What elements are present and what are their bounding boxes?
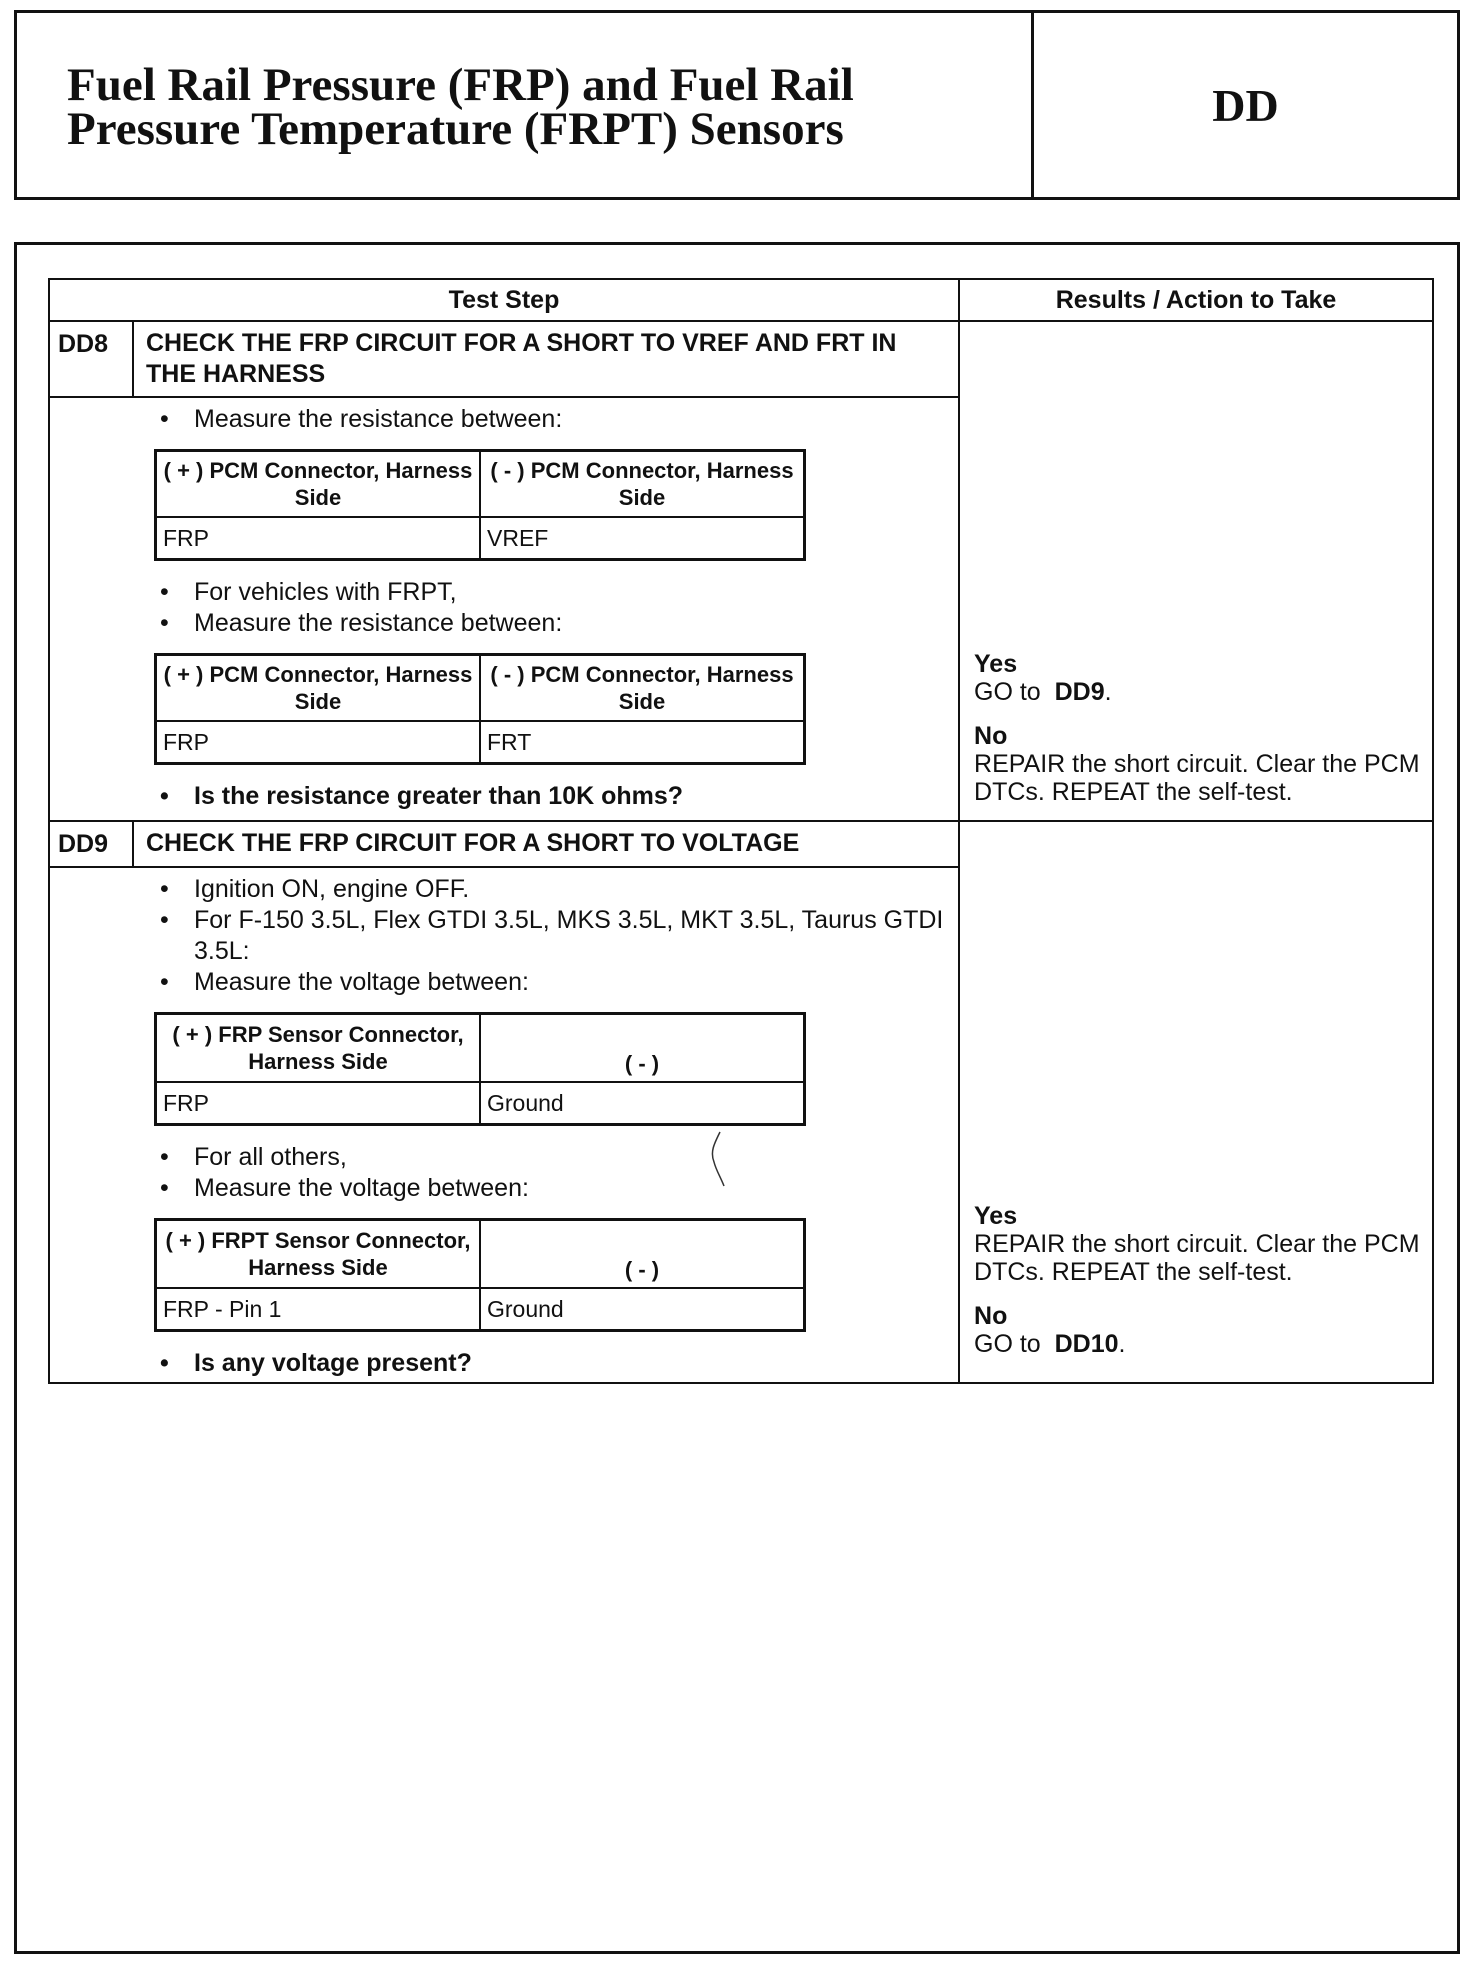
connector-value-negative: FRT bbox=[480, 721, 805, 764]
connector-table bbox=[154, 1012, 806, 1126]
result-yes-action: GO to DD9. bbox=[974, 678, 1112, 706]
connector-value-positive: FRP bbox=[156, 1082, 481, 1125]
step-dd8-title-row bbox=[49, 321, 1433, 397]
instruction: • Measure the resistance between: bbox=[154, 608, 958, 639]
step-dd9-title-row bbox=[49, 821, 1433, 867]
test-step-table bbox=[48, 278, 1434, 1384]
result-no bbox=[974, 722, 1426, 806]
section-code: DD bbox=[1212, 79, 1279, 131]
connector-header-positive: ( + ) PCM Connector, Harness Side bbox=[156, 655, 481, 722]
result-yes bbox=[974, 650, 1426, 706]
result-yes-label: Yes bbox=[974, 1202, 1018, 1230]
instruction: • Ignition ON, engine OFF. bbox=[154, 874, 958, 905]
question: • Is any voltage present? bbox=[154, 1348, 958, 1379]
connector-value-positive: FRP bbox=[156, 721, 481, 764]
step-dd8-results bbox=[959, 321, 1433, 821]
connector-table bbox=[154, 449, 806, 561]
step-title: CHECK THE FRP CIRCUIT FOR A SHORT TO VOLTAGE bbox=[133, 821, 959, 867]
connector-header-positive: ( + ) FRPT Sensor Connector, Harness Side bbox=[156, 1220, 481, 1289]
step-id: DD9 bbox=[49, 821, 133, 867]
connector-header-negative: ( - ) PCM Connector, Harness Side bbox=[480, 451, 805, 518]
title-line-2: Pressure Temperature (FRPT) Sensors bbox=[67, 103, 844, 155]
page-title bbox=[67, 59, 987, 155]
connector-header-positive: ( + ) FRP Sensor Connector, Harness Side bbox=[156, 1014, 481, 1083]
connector-header-negative: ( - ) bbox=[480, 1014, 805, 1083]
result-yes bbox=[974, 1202, 1426, 1286]
result-yes-action: REPAIR the short circuit. Clear the PCM DTCs. REPEAT the self-test. bbox=[974, 1230, 1420, 1286]
instruction: • Measure the voltage between: bbox=[154, 1173, 958, 1204]
step-dd9-results bbox=[959, 821, 1433, 1383]
table-header-row bbox=[49, 279, 1433, 321]
connector-value-negative: Ground bbox=[480, 1288, 805, 1331]
result-no-action: GO to DD10. bbox=[974, 1330, 1126, 1358]
connector-header-negative: ( - ) bbox=[480, 1220, 805, 1289]
connector-value-negative: VREF bbox=[480, 517, 805, 560]
instruction: • For all others, bbox=[154, 1142, 958, 1173]
result-no-label: No bbox=[974, 722, 1008, 750]
result-no bbox=[974, 1302, 1426, 1358]
column-header-test-step: Test Step bbox=[49, 279, 959, 321]
column-header-results: Results / Action to Take bbox=[959, 279, 1433, 321]
connector-table bbox=[154, 653, 806, 765]
instruction: • Measure the resistance between: bbox=[154, 404, 958, 435]
title-line-1: Fuel Rail Pressure (FRP) and Fuel Rail bbox=[67, 59, 854, 111]
connector-value-negative: Ground bbox=[480, 1082, 805, 1125]
connector-header-negative: ( - ) PCM Connector, Harness Side bbox=[480, 655, 805, 722]
step-title: CHECK THE FRP CIRCUIT FOR A SHORT TO VREF AND FRT IN THE HARNESS bbox=[133, 321, 959, 397]
step-dd8-body bbox=[49, 397, 959, 821]
connector-header-positive: ( + ) PCM Connector, Harness Side bbox=[156, 451, 481, 518]
page-header bbox=[14, 10, 1460, 200]
instruction: • For vehicles with FRPT, bbox=[154, 577, 958, 608]
step-id: DD8 bbox=[49, 321, 133, 397]
instruction: • Measure the voltage between: bbox=[154, 967, 958, 998]
result-yes-label: Yes bbox=[974, 650, 1018, 678]
result-no-label: No bbox=[974, 1302, 1008, 1330]
connector-value-positive: FRP - Pin 1 bbox=[156, 1288, 481, 1331]
connector-table bbox=[154, 1218, 806, 1332]
instruction: • For F-150 3.5L, Flex GTDI 3.5L, MKS 3.5L, MKT 3.5L, Taurus GTDI 3.5L: bbox=[154, 905, 958, 967]
question: • Is the resistance greater than 10K ohms? bbox=[154, 781, 958, 812]
pen-mark bbox=[706, 1130, 730, 1190]
step-dd9-body bbox=[49, 867, 959, 1383]
connector-value-positive: FRP bbox=[156, 517, 481, 560]
result-no-action: REPAIR the short circuit. Clear the PCM DTCs. REPEAT the self-test. bbox=[974, 750, 1420, 806]
